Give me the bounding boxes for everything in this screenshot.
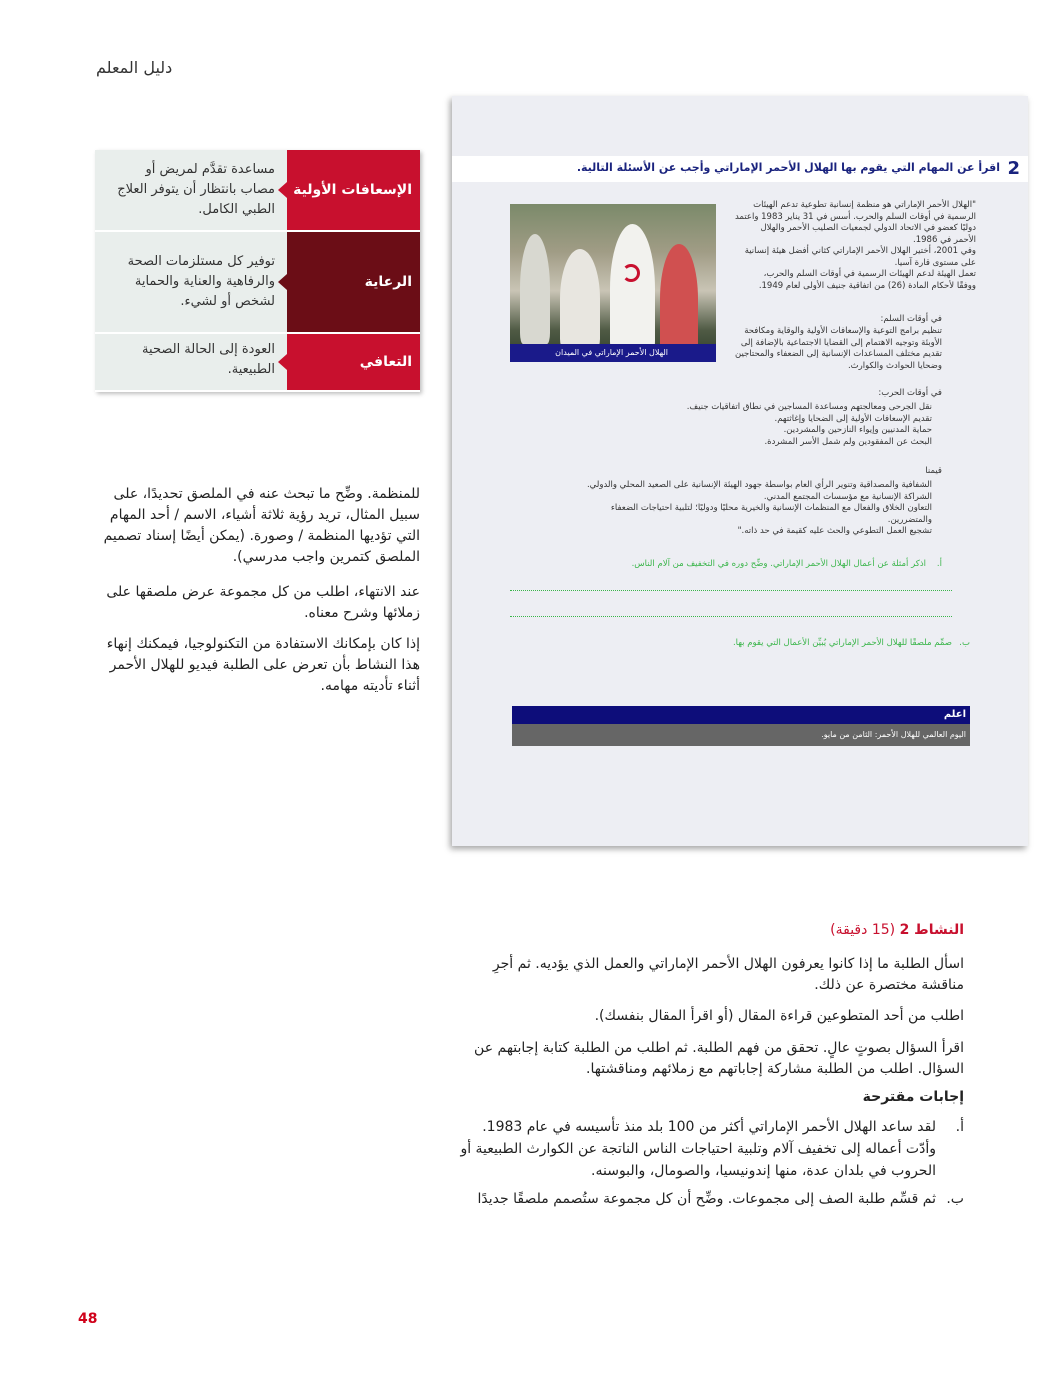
definition-text: العودة إلى الحالة الصحية الطبيعية. <box>95 334 287 392</box>
know-box-text: اليوم العالمي للهلال الأحمر: الثامن من مايو. <box>512 724 970 746</box>
table-row <box>95 334 420 392</box>
question-text: اقرأ عن المهام التي يقوم بها الهلال الأحمر الإماراتي وأجب عن الأسئلة التالية. <box>576 161 1000 174</box>
question-b-label: ب. <box>959 638 970 648</box>
question-a-label: أ. <box>936 559 942 569</box>
definition-table <box>95 150 420 392</box>
definition-text: مساعدة تقدَّم لمريض أو مصاب بانتظار أن يتوفر العلاج الطبي الكامل. <box>95 150 287 232</box>
activity-paragraph: اقرأ السؤال بصوتٍ عالٍ. تحقق من فهم الطلبة. ثم اطلب من الطلبة كتابة إجابتهم عن السؤال. اطلب من الطلبة مشاركة إجاباتهم مع زملائهم ومناقشتها. <box>474 1040 964 1077</box>
page-number: 48 <box>78 1311 98 1327</box>
answer-text: لقد ساعد الهلال الأحمر الإماراتي أكثر من 100 بلد منذ تأسيسه في عام 1983. وأدّت أعماله إلى تخفيف آلام وتلبية احتياجات الناس الناتجة عن الكوارث الطبيعية أو الحروب في بلدان عدة، منها إندونيسيا، والصومال، والبوسنه. <box>460 1119 936 1179</box>
table-row <box>95 232 420 334</box>
red-crescent-photo <box>510 204 716 362</box>
table-row <box>95 150 420 232</box>
answer-label: ب. <box>946 1191 964 1207</box>
war-heading: في أوقات الحرب: <box>878 388 942 398</box>
guide-title: دليل المعلم <box>96 58 173 77</box>
activity-paragraph: اسأل الطلبة ما إذا كانوا يعرفون الهلال الأحمر الإماراتي والعمل الذي يؤديه. ثم أجرِ مناقشة مختصرة عن ذلك. <box>492 956 964 993</box>
know-box-title: اعلم <box>512 706 970 724</box>
photo-caption: الهلال الأحمر الإماراتي في الميدان <box>510 344 716 362</box>
peace-list: تنظيم برامج التوعية والإسعافات الأولية والوقاية ومكافحة الأوبئة وتوجيه الاهتمام إلى القضايا الاجتماعية بالإضافة إلى تقديم مختلف المساعدات الإنسانية إلى الضعفاء والمحتاجين وضحايا الحوادث والكوارث. <box>735 326 942 371</box>
left-paragraph: إذا كان بإمكانك الاستفادة من التكنولوجيا، فيمكنك إنهاء هذا النشاط بأن تعرض على الطلبة فيديو للهلال الأحمر أثناء تأديته مهامه. <box>106 636 420 694</box>
peace-heading: في أوقات السلم: <box>880 314 942 324</box>
answer-label: أ. <box>955 1119 964 1135</box>
answer-text: ثم قسِّم طلبة الصف إلى مجموعات. وضِّح أن كل مجموعة ستُصمم ملصقًا جديدًا <box>477 1191 936 1207</box>
question-number: 2 <box>1007 158 1020 179</box>
crescent-icon <box>622 264 640 282</box>
values-list: الشفافية والمصداقية وتنوير الرأي العام بواسطة جهود الهيئة الإنسانية على الصعيد المحلي والدولي. الشراكة الإنسانية مع مؤسسات المجتمع المدني. التعاون الخلاق والفعال مع المنظمات الإنسانية والخيرية محليًا ودوليًا؛ لتلبية احتياجات الضعفاء والمتضررين. تشجيع العمل التطوعي والحث عليه كقيمة في حد ذاته." <box>586 480 932 536</box>
question-b-text: صمِّم ملصقًا للهلال الأحمر الإماراتي يُبيِّن الأعمال التي يقوم بها. <box>732 638 952 648</box>
answer-line[interactable] <box>510 590 952 591</box>
question-a-text: اذكر أمثلة عن أعمال الهلال الأحمر الإماراتي. وضِّح دوره في التخفيف من آلام الناس. <box>631 559 926 569</box>
activity-paragraph: اطلب من أحد المتطوعين قراءة المقال (أو اقرأ المقال بنفسك). <box>594 1008 964 1024</box>
definition-text: توفير كل مستلزمات الصحة والرفاهية والعناية والحماية لشخص أو لشيء. <box>95 232 287 334</box>
student-book-page <box>452 96 1028 846</box>
activity-title: النشاط 2 (15 دقيقة) <box>830 922 964 938</box>
term-label: الإسعافات الأولية <box>287 150 420 232</box>
term-label: التعافي <box>287 334 420 392</box>
answer-line[interactable] <box>510 616 952 617</box>
question-header <box>452 156 1028 182</box>
left-paragraph: للمنظمة. وضِّح ما تبحث عنه في الملصق تحديدًا، على سبيل المثال، تريد رؤية ثلاثة أشياء، الاسم / أحد المهام التي تؤديها المنظمة / وصورة. (يمكن أيضًا إسناد تصميم الملصق كتمرين واجب مدرسي). <box>103 486 420 565</box>
values-heading: قيمنا <box>925 466 942 476</box>
answers-title: إجابات مقترحة <box>862 1089 964 1105</box>
war-list: نقل الجرحى ومعالجتهم ومساعدة المساجين في نطاق اتفاقيات جنيف. تقديم الإسعافات الأولية إلى الضحايا وإغاثتهم. حماية المدنيين وإيواء النازحين والمشردين. البحث عن المفقودين ولم شمل الأسر المشردة. <box>686 402 932 447</box>
left-paragraph: عند الانتهاء، اطلب من كل مجموعة عرض ملصقها على زملائها وشرح معناه. <box>106 584 420 621</box>
term-label: الرعاية <box>287 232 420 334</box>
answer-item <box>454 1188 964 1210</box>
intro-text: "الهلال الأحمر الإماراتي هو منظمة إنسانية تطوعية تدعم الهيئات الرسمية في أوقات السلم والحرب. أسس في 31 يناير 1983 واعتمد دوليًا كعضو في الاتحاد الدولي لجمعيات الصليب الأحمر والهلال الأحمر في 1986. وفي 2001، أختير الهلال الأحمر الإماراتي كثاني أفضل هيئة إنسانية على مستوى قارة آسيا. تعمل الهيئة لدعم الهيئات الرسمية في أوقات السلم والحرب، ووفقًا لأحكام المادة (26) من اتفاقية جنيف الأولى لعام 1949. <box>734 200 976 291</box>
answer-item <box>454 1116 964 1182</box>
